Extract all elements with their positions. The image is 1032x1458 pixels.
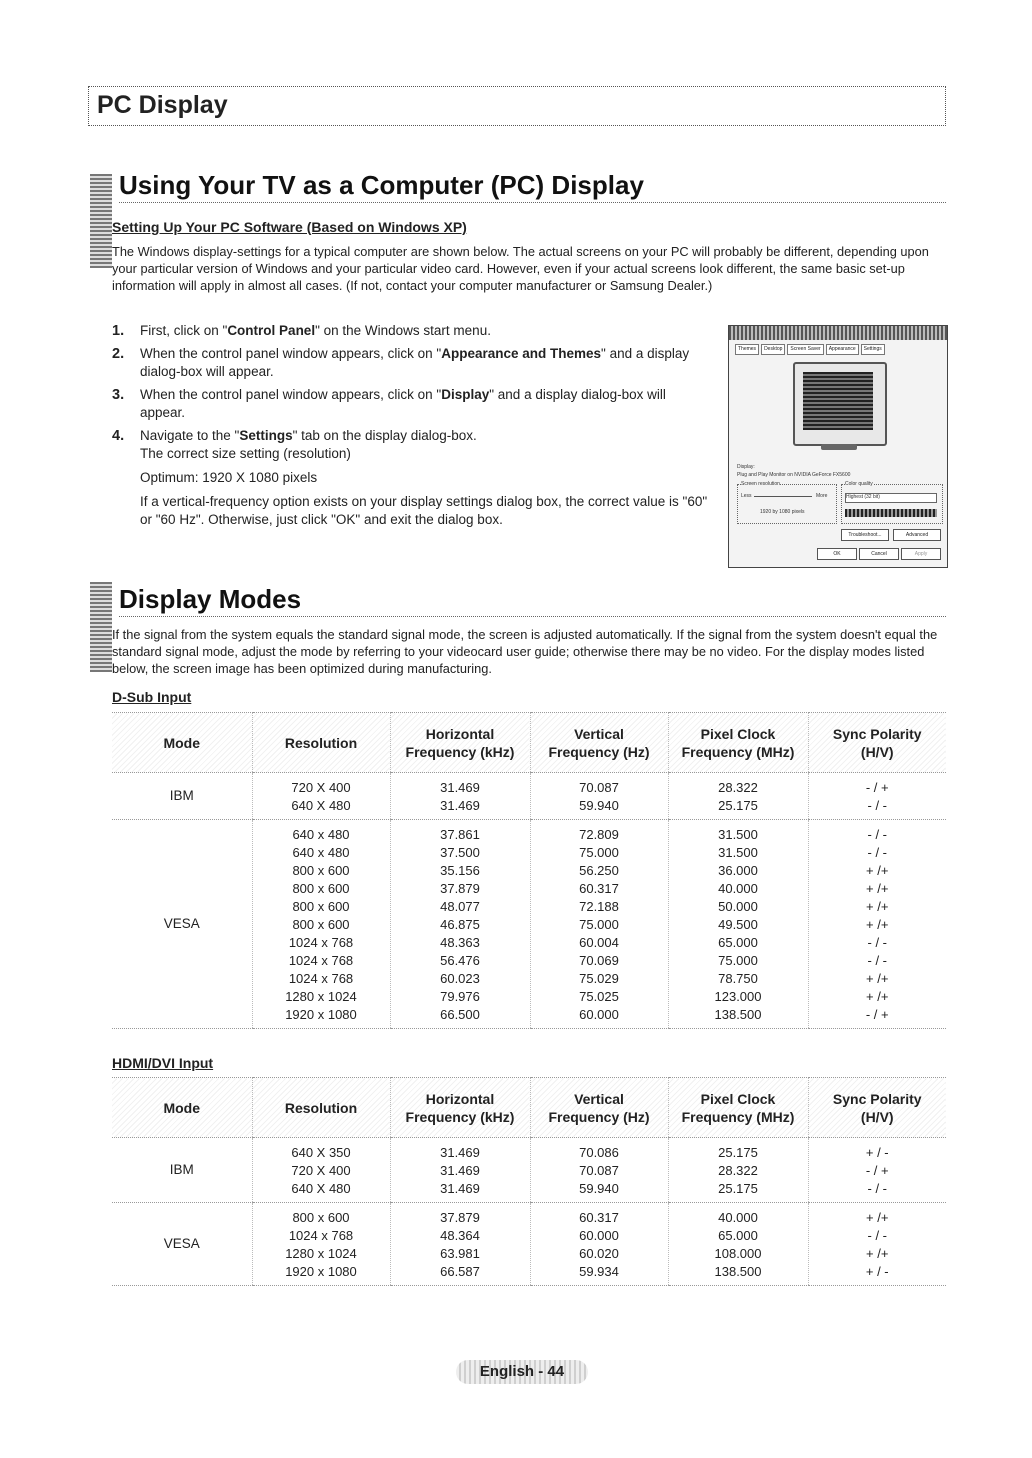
section-1-title: Using Your TV as a Computer (PC) Display <box>119 170 644 200</box>
section-2-intro: If the signal from the system equals the standard signal mode, the screen is adjusted automatically. If the signal from the system doesn't equal the standard signal mode, adjust the mode by referring to your videocard user guide; otherwise there may be no video. For the display modes listed below, the screen image has been optimized during manufacturing. <box>112 627 938 676</box>
horizontal-value: 37.500 <box>440 845 480 860</box>
sync-value: + /+ <box>866 1210 889 1225</box>
sync-cell <box>808 1203 946 1286</box>
horizontal-value: 66.500 <box>440 1007 480 1022</box>
step-1 <box>112 322 712 340</box>
section-1-rule <box>119 202 946 203</box>
pixel-clock-value: 36.000 <box>718 863 758 878</box>
vertical-value: 70.069 <box>579 953 619 968</box>
vertical-value: 72.188 <box>579 899 619 914</box>
pixel-clock-value: 25.175 <box>718 798 758 813</box>
dialog-tab-themes: Themes <box>735 344 759 355</box>
resolution-value: 800 x 600 <box>292 917 350 932</box>
step-1-text-pre: First, click on " <box>140 323 228 338</box>
resolution-value: 640 x 480 <box>292 845 350 860</box>
sync-value: - / - <box>867 1228 887 1243</box>
resolution-value: 1920 x 1080 <box>285 1007 357 1022</box>
section-2-bar <box>90 582 112 672</box>
resolution-value: 1024 x 768 <box>288 1228 354 1243</box>
step-4-text-post: " tab on the display dialog-box. <box>292 428 477 443</box>
dialog-tab-appearance: Appearance <box>826 344 859 355</box>
sync-value: - / - <box>867 1181 887 1196</box>
advanced-button: Advanced <box>893 529 941 541</box>
dialog-titlebar <box>729 326 947 340</box>
section-2-title: Display Modes <box>119 584 302 614</box>
col-vertical-line2: Frequency (Hz) <box>548 1108 650 1125</box>
step-2-text-bold: Appearance and Themes <box>441 346 602 361</box>
step-3-number: 3. <box>112 387 125 403</box>
vertical-cell <box>530 1203 668 1286</box>
pixel-clock-value: 138.500 <box>714 1264 762 1279</box>
col-resolution <box>252 713 390 773</box>
col-sync-line1: Sync Polarity <box>832 1090 922 1107</box>
dialog-tab-settings: Settings <box>861 344 885 355</box>
dialog-tab-screen-saver: Screen Saver <box>787 344 823 355</box>
col-resolution <box>252 1078 390 1138</box>
pixel-clock-value: 50.000 <box>718 899 758 914</box>
section-1-bar <box>90 174 112 268</box>
vertical-value: 70.087 <box>579 780 619 795</box>
vertical-value: 60.317 <box>579 1210 619 1225</box>
section-2-rule <box>119 616 946 617</box>
sync-cell <box>808 1138 946 1203</box>
horizontal-cell <box>390 773 530 820</box>
vertical-value: 60.000 <box>579 1007 619 1022</box>
col-horizontal-line1: Horizontal <box>425 1090 495 1107</box>
horizontal-value: 48.077 <box>440 899 480 914</box>
step-4 <box>112 427 712 529</box>
monitor-stand-icon <box>821 444 857 450</box>
horizontal-value: 48.363 <box>440 935 480 950</box>
sync-value: - / + <box>865 780 889 795</box>
color-quality-label: Color quality <box>845 481 873 487</box>
pixel-clock-value: 108.000 <box>714 1246 762 1261</box>
hdmi-table <box>112 1077 946 1286</box>
sync-value: - / - <box>867 935 887 950</box>
col-vertical <box>530 1078 668 1138</box>
sync-value: + /+ <box>866 899 889 914</box>
mode-group-row <box>112 1203 946 1286</box>
resolution-value: 1280 x 1024 <box>285 989 357 1004</box>
vertical-value: 59.940 <box>579 798 619 813</box>
step-4-number: 4. <box>112 428 125 444</box>
resolution-value: 1920 x 1080 <box>285 1264 357 1279</box>
step-2 <box>112 345 712 381</box>
resolution-cell <box>252 773 390 820</box>
resolution-value: 1024 x 768 <box>288 935 354 950</box>
resolution-value: 1280 x 1024 <box>285 1246 357 1261</box>
sync-value: + /+ <box>866 881 889 896</box>
step-2-number: 2. <box>112 346 125 362</box>
step-4-text-pre: Navigate to the " <box>140 428 240 443</box>
hdmi-table-body <box>112 1138 946 1286</box>
resolution-value: 800 x 600 <box>292 1210 350 1225</box>
pixel-clock-value: 31.500 <box>718 845 758 860</box>
pixel-clock-value: 28.322 <box>718 780 758 795</box>
page-number-badge: English - 44 <box>456 1360 588 1384</box>
monitor-icon <box>793 362 887 446</box>
resolution-value: 1920 by 1080 pixels <box>760 509 805 515</box>
resolution-cell <box>252 1203 390 1286</box>
resolution-cell <box>252 820 390 1029</box>
dialog-tabs <box>735 344 885 354</box>
pixel-clock-value: 40.000 <box>718 1210 758 1225</box>
sync-value: - / + <box>865 1007 889 1022</box>
horizontal-value: 37.879 <box>440 1210 480 1225</box>
col-horizontal-line2: Frequency (kHz) <box>405 1108 515 1125</box>
less-label: Less <box>741 493 752 499</box>
step-3-text-bold: Display <box>441 387 490 402</box>
sync-value: - / - <box>867 798 887 813</box>
pixel-clock-value: 25.175 <box>718 1145 758 1160</box>
col-mode <box>112 1078 252 1138</box>
horizontal-value: 66.587 <box>440 1264 480 1279</box>
mode-group-row <box>112 1138 946 1203</box>
horizontal-value: 56.476 <box>440 953 480 968</box>
dialog-display-label: Display: <box>737 464 755 470</box>
dsub-heading: D-Sub Input <box>112 689 192 705</box>
resolution-value: 800 x 600 <box>292 881 350 896</box>
sync-value: + / - <box>865 1145 889 1160</box>
step-4-text-bold: Settings <box>239 428 293 443</box>
col-sync-line2: (H/V) <box>860 743 894 760</box>
display-properties-screenshot <box>728 325 948 568</box>
step-3-text-pre: When the control panel window appears, click on " <box>140 387 442 402</box>
col-sync <box>808 713 946 773</box>
resolution-value: 720 X 400 <box>291 1163 351 1178</box>
pixel-clock-cell <box>668 773 808 820</box>
step-4-optimum: Optimum: 1920 X 1080 pixels <box>140 470 318 485</box>
sync-value: + /+ <box>866 863 889 878</box>
dsub-header-row <box>112 713 946 773</box>
pixel-clock-cell <box>668 1138 808 1203</box>
pixel-clock-value: 138.500 <box>714 1007 762 1022</box>
mode-cell: IBM <box>112 1138 252 1203</box>
step-3 <box>112 386 712 422</box>
pixel-clock-value: 31.500 <box>718 827 758 842</box>
sync-value: - / - <box>867 953 887 968</box>
col-mode-label: Mode <box>163 1099 201 1116</box>
vertical-value: 60.004 <box>579 935 619 950</box>
sync-value: + /+ <box>866 1246 889 1261</box>
screen-resolution-label: Screen resolution <box>741 481 780 487</box>
col-mode-label: Mode <box>163 734 201 751</box>
screen-resolution-group <box>737 481 837 524</box>
vertical-value: 60.317 <box>579 881 619 896</box>
resolution-value: 640 X 480 <box>291 1181 351 1196</box>
mode-group-row <box>112 820 946 1029</box>
step-1-text-bold: Control Panel <box>227 323 316 338</box>
horizontal-cell <box>390 820 530 1029</box>
horizontal-value: 31.469 <box>440 798 480 813</box>
section-1-subheading: Setting Up Your PC Software (Based on Windows XP) <box>112 219 467 235</box>
mode-group-row <box>112 773 946 820</box>
pixel-clock-cell <box>668 1203 808 1286</box>
col-sync-line1: Sync Polarity <box>832 725 922 742</box>
dialog-display-value: Plug and Play Monitor on NVIDIA GeForce FX5600 <box>737 472 851 478</box>
step-4-line-2: The correct size setting (resolution) <box>140 446 351 461</box>
section-1-intro: The Windows display-settings for a typical computer are shown below. The actual screens on your PC will probably be different, depending upon your particular version of Windows and your particular video card. However, even if your actual screens look different, the same basic set-up information will apply in almost all cases. (If not, contact your computer manufacturer or Samsung Dealer.) <box>112 244 929 293</box>
col-vertical <box>530 713 668 773</box>
sync-value: + /+ <box>866 971 889 986</box>
step-1-number: 1. <box>112 323 125 339</box>
col-pixel-clock-line1: Pixel Clock <box>700 725 776 742</box>
horizontal-value: 60.023 <box>440 971 480 986</box>
resolution-cell <box>252 1138 390 1203</box>
vertical-cell <box>530 1138 668 1203</box>
hdmi-header-row <box>112 1078 946 1138</box>
vertical-value: 59.934 <box>579 1264 619 1279</box>
col-resolution-label: Resolution <box>284 734 358 751</box>
sync-value: - / - <box>867 845 887 860</box>
vertical-value: 70.086 <box>579 1145 619 1160</box>
resolution-value: 640 X 350 <box>291 1145 351 1160</box>
resolution-value: 1024 x 768 <box>288 953 354 968</box>
horizontal-value: 31.469 <box>440 1163 480 1178</box>
dsub-table-body <box>112 773 946 1029</box>
col-pixel-clock-line2: Frequency (MHz) <box>681 743 795 760</box>
pixel-clock-value: 49.500 <box>718 917 758 932</box>
vertical-value: 70.087 <box>579 1163 619 1178</box>
more-label: More <box>816 493 828 499</box>
resolution-value: 640 X 480 <box>291 798 351 813</box>
col-pixel-clock <box>668 713 808 773</box>
col-sync <box>808 1078 946 1138</box>
resolution-value: 1024 x 768 <box>288 971 354 986</box>
sync-cell <box>808 820 946 1029</box>
resolution-value: 800 x 600 <box>292 863 350 878</box>
ok-button: OK <box>817 548 857 560</box>
pixel-clock-value: 65.000 <box>718 1228 758 1243</box>
col-pixel-clock-line2: Frequency (MHz) <box>681 1108 795 1125</box>
horizontal-value: 79.976 <box>440 989 480 1004</box>
horizontal-value: 31.469 <box>440 780 480 795</box>
horizontal-value: 37.861 <box>440 827 480 842</box>
resolution-value: 720 X 400 <box>291 780 351 795</box>
mode-cell: VESA <box>112 820 252 1029</box>
resolution-slider <box>754 496 812 497</box>
vertical-value: 75.000 <box>579 845 619 860</box>
sync-cell <box>808 773 946 820</box>
resolution-value: 640 x 480 <box>292 827 350 842</box>
col-resolution-label: Resolution <box>284 1099 358 1116</box>
step-2-text-pre: When the control panel window appears, click on " <box>140 346 442 361</box>
vertical-value: 60.020 <box>579 1246 619 1261</box>
horizontal-value: 37.879 <box>440 881 480 896</box>
horizontal-value: 31.469 <box>440 1145 480 1160</box>
sync-value: - / + <box>865 1163 889 1178</box>
apply-button: Apply <box>901 548 941 560</box>
horizontal-value: 63.981 <box>440 1246 480 1261</box>
vertical-cell <box>530 820 668 1029</box>
vertical-value: 60.000 <box>579 1228 619 1243</box>
page-header <box>88 86 946 126</box>
vertical-value: 75.025 <box>579 989 619 1004</box>
mode-cell: VESA <box>112 1203 252 1286</box>
sync-value: - / - <box>867 827 887 842</box>
dialog-tab-desktop: Desktop <box>761 344 785 355</box>
resolution-value: 800 x 600 <box>292 899 350 914</box>
pixel-clock-value: 28.322 <box>718 1163 758 1178</box>
mode-cell: IBM <box>112 773 252 820</box>
color-quality-group <box>841 481 943 524</box>
vertical-value: 56.250 <box>579 863 619 878</box>
vertical-cell <box>530 773 668 820</box>
horizontal-value: 46.875 <box>440 917 480 932</box>
pixel-clock-value: 25.175 <box>718 1181 758 1196</box>
dsub-table <box>112 712 946 1029</box>
cancel-button: Cancel <box>859 548 899 560</box>
vertical-value: 72.809 <box>579 827 619 842</box>
step-4-note: If a vertical-frequency option exists on your display settings dialog box, the correct value is "60" or "60 Hz". Otherwise, just click "OK" and exit the dialog box. <box>140 494 708 527</box>
pixel-clock-value: 123.000 <box>714 989 762 1004</box>
hdmi-heading: HDMI/DVI Input <box>112 1055 214 1071</box>
col-horizontal-line2: Frequency (kHz) <box>405 743 515 760</box>
setup-steps <box>112 322 712 534</box>
vertical-value: 75.000 <box>579 917 619 932</box>
sync-value: + /+ <box>866 989 889 1004</box>
col-vertical-line1: Vertical <box>574 725 624 742</box>
pixel-clock-value: 78.750 <box>718 971 758 986</box>
horizontal-value: 31.469 <box>440 1181 480 1196</box>
col-vertical-line1: Vertical <box>574 1090 624 1107</box>
col-mode <box>112 713 252 773</box>
pixel-clock-value: 65.000 <box>718 935 758 950</box>
horizontal-value: 48.364 <box>440 1228 480 1243</box>
step-2-text-post: " and a display dialog-box will appear. <box>140 346 690 379</box>
col-pixel-clock-line1: Pixel Clock <box>700 1090 776 1107</box>
col-vertical-line2: Frequency (Hz) <box>548 743 650 760</box>
horizontal-cell <box>390 1203 530 1286</box>
pixel-clock-value: 40.000 <box>718 881 758 896</box>
col-sync-line2: (H/V) <box>860 1108 894 1125</box>
col-pixel-clock <box>668 1078 808 1138</box>
pixel-clock-value: 75.000 <box>718 953 758 968</box>
vertical-value: 59.940 <box>579 1181 619 1196</box>
step-3-text-post: " and a display dialog-box will appear. <box>140 387 666 420</box>
color-quality-select: Highest (32 bit) <box>845 493 937 503</box>
color-quality-bar <box>845 509 937 517</box>
page-header-title: PC Display <box>97 91 228 119</box>
horizontal-value: 35.156 <box>440 863 480 878</box>
col-horizontal-line1: Horizontal <box>425 725 495 742</box>
sync-value: + / - <box>865 1264 889 1279</box>
col-horizontal <box>390 713 530 773</box>
pixel-clock-cell <box>668 820 808 1029</box>
step-1-text-post: " on the Windows start menu. <box>315 323 491 338</box>
horizontal-cell <box>390 1138 530 1203</box>
vertical-value: 75.029 <box>579 971 619 986</box>
col-horizontal <box>390 1078 530 1138</box>
troubleshoot-button: Troubleshoot... <box>841 529 889 541</box>
sync-value: + /+ <box>866 917 889 932</box>
